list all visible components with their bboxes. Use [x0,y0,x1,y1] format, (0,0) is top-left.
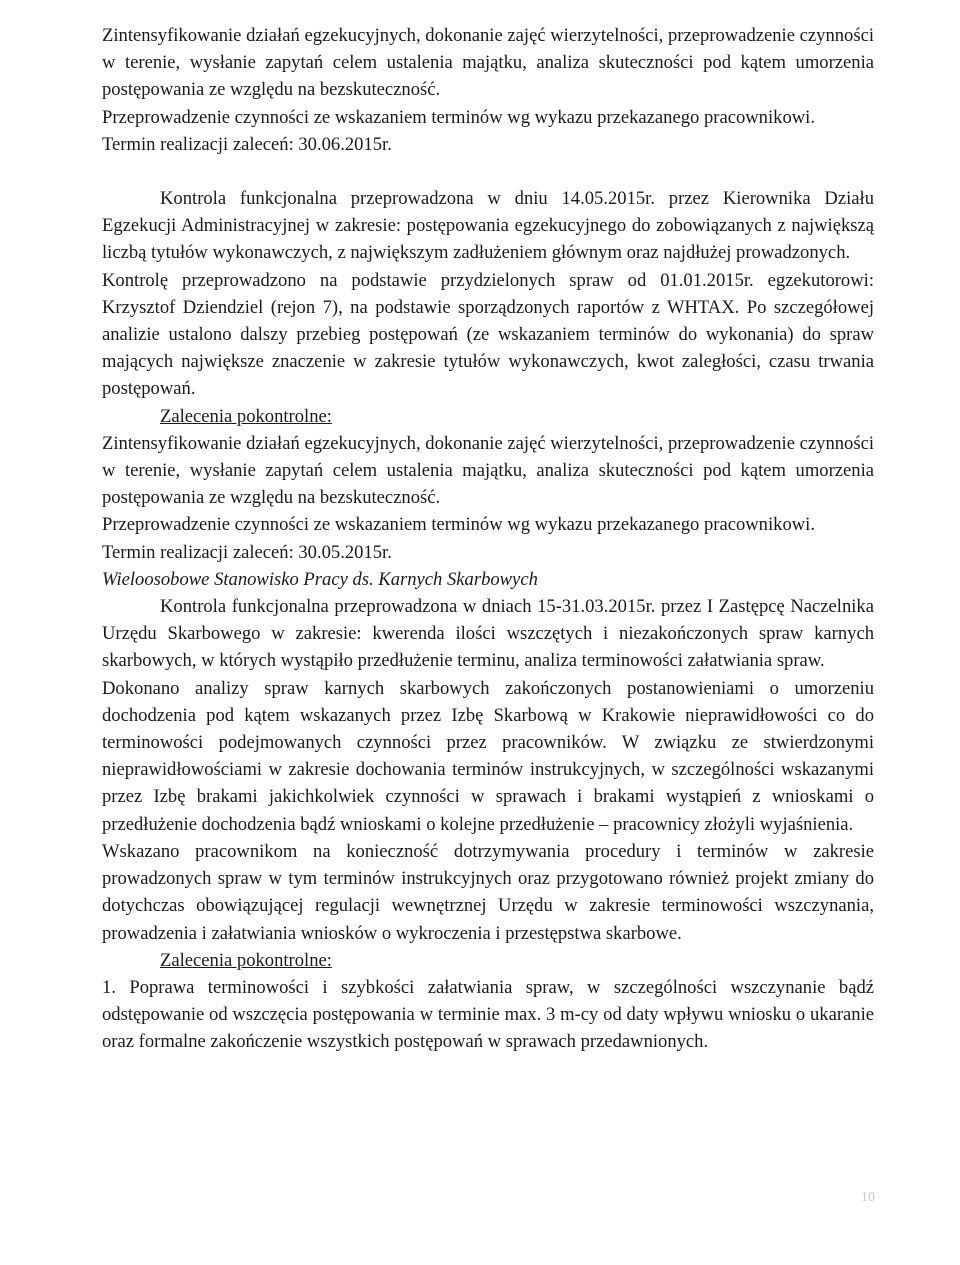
paragraph-control-description: Kontrola funkcjonalna przeprowadzona w dniu 14.05.2015r. przez Kierownika Działu Egzekucji Administracyjnej w zakresie: postępowania egzekucyjnego do zobowiązanych z największą liczbą tytułów wykonawczych, z największym zadłużeniem głównym oraz najdłużej prowadzonych. [102,188,874,264]
recommendations-heading: Zalecenia pokontrolne: [160,949,332,971]
document-page [102,22,874,1056]
section-title: Wieloosobowe Stanowisko Pracy ds. Karnych Skarbowych [102,568,538,590]
paragraph-control-description: Kontrola funkcjonalna przeprowadzona w dniach 15-31.03.2015r. przez I Zastępcę Naczelnika Urzędu Skarbowego w zakresie: kwerenda ilości wszczętych i niezakończonych spraw karnych skarbowych, w których wystąpiło przedłużenie terminu, analiza terminowości załatwiania spraw. [102,596,874,672]
paragraph-deadline: Termin realizacji zaleceń: 30.06.2015r. [102,133,392,155]
recommendations-heading: Zalecenia pokontrolne: [160,405,332,427]
paragraph-analysis: Dokonano analizy spraw karnych skarbowych zakończonych postanowieniami o umorzeniu dochodzenia pod kątem wskazanych przez Izbę Skarbową w Krakowie nieprawidłowości co do terminowości podejmowanych czynności przez pracowników. W związku ze stwierdzonymi nieprawidłowościami w zakresie dochowania terminów instrukcyjnych, w szczególności wskazanymi przez Izbę brakami jakichkolwiek czynności w sprawach i brakami wystąpień z wnioskami o przedłużenie dochodzenia bądź wnioskami o kolejne przedłużenie – pracownicy złożyli wyjaśnienia. [102,677,874,835]
paragraph-control-details: Kontrolę przeprowadzono na podstawie przydzielonych spraw od 01.01.2015r. egzekutorowi: Krzysztof Dziendziel (rejon 7), na podstawie sporządzonych raportów z WHTAX. Po szczegółowej analizie ustalono dalszy przebieg postępowań (ze wskazaniem terminów do wykonania) do spraw mających największe znaczenie w zakresie tytułów wykonawczych, kwot zaległości, czasu trwania postępowań. [102,269,874,400]
paragraph-execution-note: Przeprowadzenie czynności ze wskazaniem terminów wg wykazu przekazanego pracownikowi. [102,106,815,128]
paragraph-recommendation-item: 1. Poprawa terminowości i szybkości załatwiania spraw, w szczególności wszczynanie bądź odstępowanie od wszczęcia postępowania w terminie max. 3 m-cy od daty wpływu wniosku o ukaranie oraz formalne zakończenie wszystkich postępowań w sprawach przedawnionych. [102,976,874,1053]
paragraph-instructions: Wskazano pracownikom na konieczność dotrzymywania procedury i terminów w zakresie prowadzonych spraw w tym terminów instrukcyjnych oraz przygotowano również projekt zmiany do dotychczas obowiązującej regulacji wewnętrznej Urzędu w zakresie terminowości wszczynania, prowadzenia i załatwiania wniosków o wykroczenia i przestępstwa skarbowe. [102,840,874,944]
paragraph-execution-note: Przeprowadzenie czynności ze wskazaniem terminów wg wykazu przekazanego pracownikowi. [102,514,815,536]
page-number: 10 [861,1190,875,1205]
paragraph-deadline: Termin realizacji zaleceń: 30.05.2015r. [102,541,392,563]
paragraph-recommendation-text: Zintensyfikowanie działań egzekucyjnych, dokonanie zajęć wierzytelności, przeprowadzenie czynności w terenie, wysłanie zapytań celem ustalenia majątku, analiza skuteczności pod kątem umorzenia postępowania ze względu na bezskuteczność. [102,25,874,101]
paragraph-recommendation-text: Zintensyfikowanie działań egzekucyjnych, dokonanie zajęć wierzytelności, przeprowadzenie czynności w terenie, wysłanie zapytań celem ustalenia majątku, analiza skuteczności pod kątem umorzenia postępowania ze względu na bezskuteczność. [102,432,874,509]
